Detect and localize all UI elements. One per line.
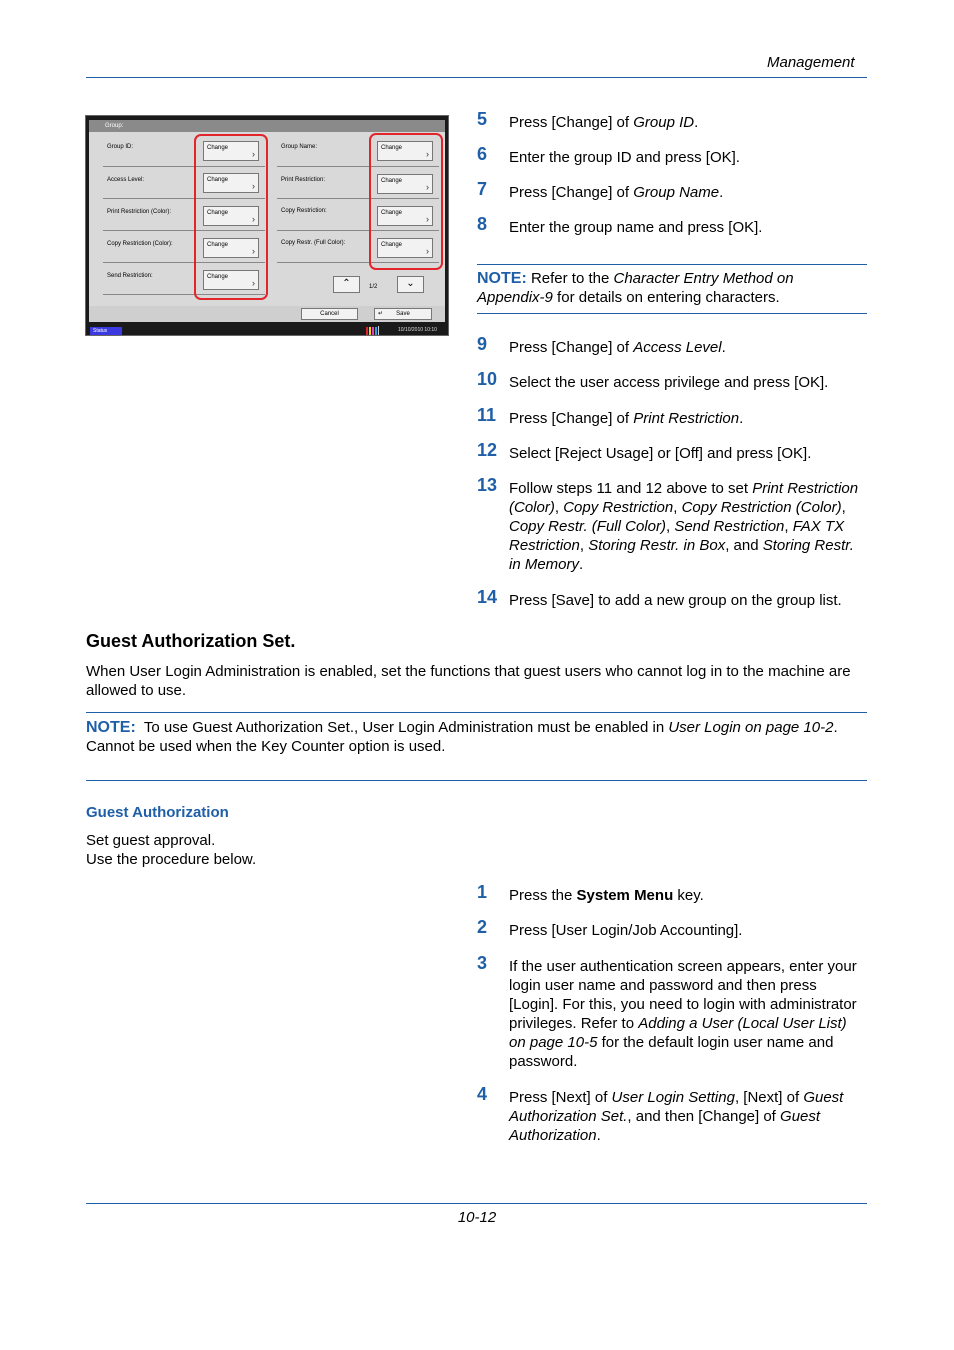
step-number: 5 <box>477 109 488 129</box>
note-guest-authorization <box>86 718 866 756</box>
subsection-line1: Set guest approval. <box>86 832 216 849</box>
screen-screenshot <box>85 115 449 336</box>
chevron-right-icon: › <box>426 246 429 256</box>
step-text: Enter the group ID and press [OK]. <box>509 149 740 166</box>
step-text: Press [Next] of User Login Setting, [Next] of Guest Authorization Set., and then [Change] of Guest Authorization. <box>509 1089 844 1144</box>
note-rule-top <box>477 264 867 265</box>
screen-action-bar <box>89 306 445 322</box>
step-text: Press the System Menu key. <box>509 887 704 904</box>
change-label: Change <box>381 242 403 248</box>
step-text: If the user authentication screen appears, enter your login user name and password and then press [Login]. For this, you need to login with administrator privileges. Refer to Adding a User (Local User List) on page 10-5 for the default login user name and password. <box>509 958 857 1070</box>
subsection-title: Guest Authorization <box>86 804 229 821</box>
step-number: 7 <box>477 179 488 199</box>
step-number: 3 <box>477 953 488 973</box>
step-number: 6 <box>477 144 488 164</box>
enter-icon: ↵ <box>378 311 384 317</box>
running-header: Management <box>767 54 855 71</box>
chevron-down-icon: ⌄ <box>406 278 415 289</box>
step-text: Follow steps 11 and 12 above to set Print Restriction (Color), Copy Restriction, Copy Restriction (Color), Copy Restr. (Full Color), Send Restriction, FAX TX Restriction, Storing Restr. in Box, and Storing Restr. in Memory. <box>509 480 859 573</box>
change-label: Change <box>207 274 229 280</box>
step-number: 4 <box>477 1084 488 1104</box>
chevron-right-icon: › <box>252 214 255 224</box>
chevron-right-icon: › <box>426 182 429 192</box>
change-label: Change <box>207 145 229 151</box>
step-number: 1 <box>477 882 488 902</box>
step-text: Enter the group name and press [OK]. <box>509 219 763 236</box>
note-label: NOTE: <box>477 270 527 287</box>
label-group-name: Group Name: <box>281 144 318 150</box>
chevron-right-icon: › <box>252 149 255 159</box>
header-rule <box>86 77 867 78</box>
step-number: 13 <box>477 475 498 495</box>
chevron-up-icon: ⌃ <box>342 278 351 289</box>
change-label: Change <box>381 145 403 151</box>
step-number: 8 <box>477 214 488 234</box>
chevron-right-icon: › <box>252 246 255 256</box>
step-number: 11 <box>477 405 497 425</box>
save-button[interactable] <box>374 308 432 320</box>
step-text: Select [Reject Usage] or [Off] and press [OK]. <box>509 445 812 462</box>
change-label: Change <box>381 178 403 184</box>
toner-level-icon <box>366 326 380 335</box>
screen-title: Group: <box>89 120 445 132</box>
chevron-right-icon: › <box>426 214 429 224</box>
section-intro: When User Login Administration is enabled, set the functions that guest users who cannot log in to the machine are allowed to use. <box>86 663 851 699</box>
label-send-restriction: Send Restriction: <box>107 273 153 279</box>
step-number: 10 <box>477 369 498 389</box>
page-indicator: 1/2 <box>369 284 378 290</box>
note-text: Refer to the Character Entry Method on Appendix-9 for details on entering characters. <box>477 270 794 306</box>
note-rule-bottom <box>86 780 867 781</box>
step-number: 12 <box>477 440 498 460</box>
step-text: Press [Change] of Group ID. <box>509 114 699 131</box>
step-text: Select the user access privilege and press [OK]. <box>509 374 829 391</box>
status-tab[interactable]: Status <box>90 327 122 335</box>
screen-datetime: 10/10/2010 10:10 <box>398 327 437 333</box>
cancel-button[interactable]: Cancel <box>301 308 358 320</box>
step-text: Press [Save] to add a new group on the group list. <box>509 592 842 609</box>
note-rule-top <box>86 712 867 713</box>
save-label: Save <box>396 311 410 317</box>
label-access-level: Access Level: <box>107 177 145 183</box>
note-rule-bottom <box>477 313 867 314</box>
chevron-right-icon: › <box>426 149 429 159</box>
change-label: Change <box>207 210 229 216</box>
change-label: Change <box>207 242 229 248</box>
step-text: Press [User Login/Job Accounting]. <box>509 922 743 939</box>
step-text: Press [Change] of Print Restriction. <box>509 410 744 427</box>
chevron-right-icon: › <box>252 181 255 191</box>
note-label: NOTE: <box>86 719 136 736</box>
subsection-line2: Use the procedure below. <box>86 851 257 868</box>
note-text-line2: Cannot be used when the Key Counter option is used. <box>86 738 446 755</box>
note-text: To use Guest Authorization Set., User Login Administration must be enabled in User Login on page 10-2. <box>143 719 838 736</box>
section-title: Guest Authorization Set. <box>86 631 296 651</box>
page-up-button[interactable] <box>333 276 360 293</box>
label-copy-restr-full-color: Copy Restr. (Full Color): <box>281 240 346 246</box>
footer-rule <box>86 1203 867 1204</box>
label-copy-restriction: Copy Restriction: <box>281 208 327 214</box>
step-text: Press [Change] of Group Name. <box>509 184 724 201</box>
page-down-button[interactable] <box>397 276 424 293</box>
change-label: Change <box>381 210 403 216</box>
label-print-restriction-color: Print Restriction (Color): <box>107 209 172 215</box>
step-number: 9 <box>477 334 488 354</box>
label-copy-restriction-color: Copy Restriction (Color): <box>107 241 173 247</box>
highlight-left-change-buttons <box>194 134 268 300</box>
step-text: Press [Change] of Access Level. <box>509 339 726 356</box>
highlight-right-change-buttons <box>369 133 443 270</box>
chevron-right-icon: › <box>252 278 255 288</box>
label-print-restriction: Print Restriction: <box>281 177 326 183</box>
step-number: 14 <box>477 587 498 607</box>
label-group-id: Group ID: <box>107 144 134 150</box>
page-number: 10-12 <box>457 1209 497 1226</box>
note-character-entry <box>477 269 857 307</box>
step-number: 2 <box>477 917 488 937</box>
change-label: Change <box>207 177 229 183</box>
